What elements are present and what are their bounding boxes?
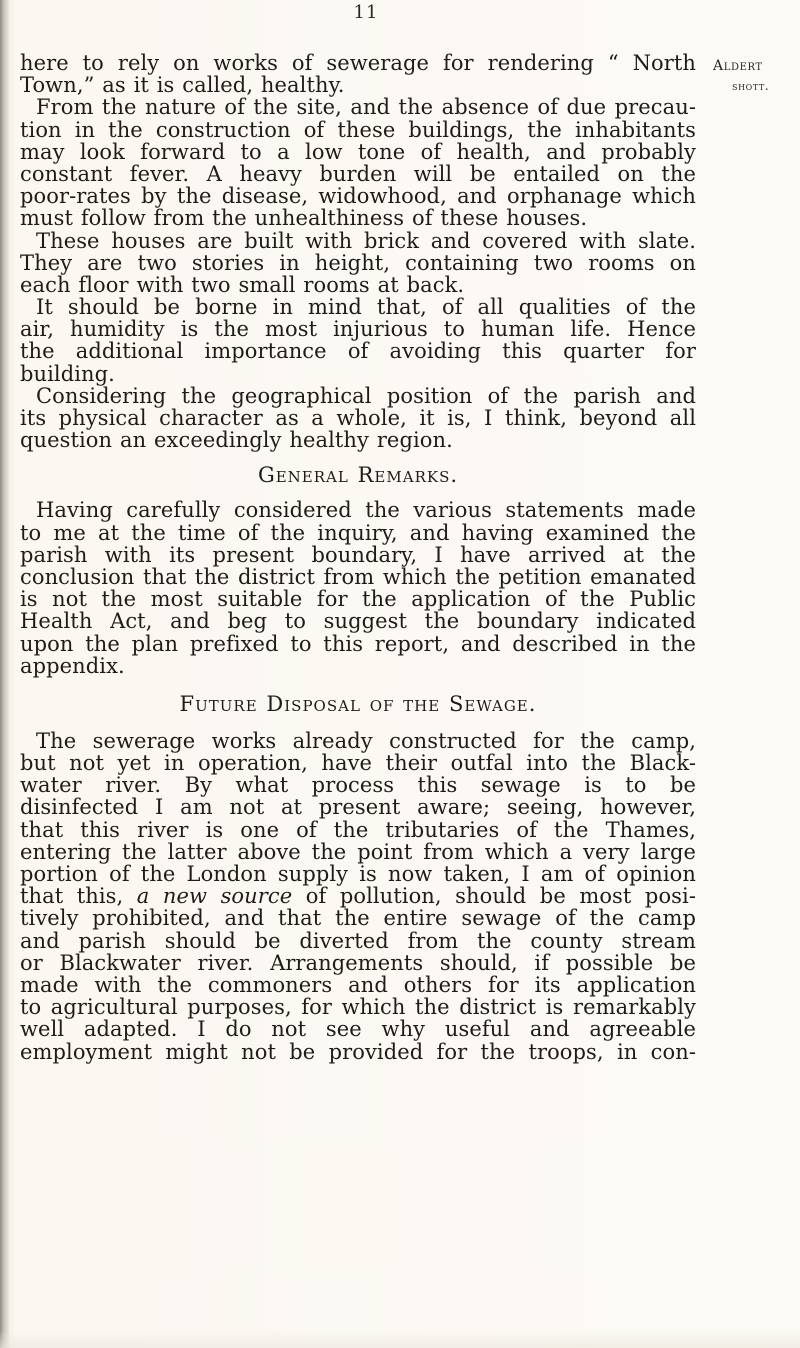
body-line: made with the commoners and others for its application: [20, 972, 696, 997]
body-line: building.: [20, 361, 115, 386]
body-line-segment: of pollution, should be most posi-: [305, 884, 696, 909]
body-line: disinfected I am not at present aware; seeing, however,: [20, 795, 696, 820]
body-line: Health Act, and beg to suggest the boundary indicated: [20, 609, 696, 634]
body-line: entering the latter above the point from which a very large: [20, 839, 696, 864]
page-number: 11: [353, 2, 379, 23]
page-bottom-edge: [0, 1330, 800, 1348]
body-line: its physical character as a whole, it is, I think, beyond all: [20, 406, 696, 430]
body-line: From the nature of the site, and the absence of due precau-: [36, 95, 696, 120]
body-line: It should be borne in mind that, of all qualities of the: [36, 295, 696, 320]
section-heading-general-remarks: General Remarks.: [257, 463, 459, 488]
main-text: [20, 52, 696, 1063]
body-line: is not the most suitable for the application of the Public: [20, 587, 696, 612]
body-line: These houses are built with brick and covered with slate.: [36, 228, 696, 253]
body-line: parish with its present boundary, I have arrived at the: [20, 542, 696, 567]
margin-note-name-continued: shott.: [732, 79, 770, 93]
body-line: water river. By what process this sewage is to be: [20, 773, 696, 798]
body-line: Considering the geographical position of the parish and: [36, 383, 696, 408]
italic-phrase: a new source: [136, 884, 293, 909]
body-line: Having carefully considered the various statements made: [36, 498, 696, 523]
body-line: or Blackwater river. Arrangements should, if possible be: [20, 950, 696, 975]
body-line: the additional importance of avoiding this quarter for: [20, 339, 696, 364]
body-line: appendix.: [20, 653, 125, 678]
body-line: to agricultural purposes, for which the district is remarkably: [20, 995, 696, 1020]
body-line-segment: that this,: [20, 884, 124, 909]
body-line: They are two stories in height, containing two rooms on: [20, 250, 696, 275]
body-line: employment might not be provided for the troops, in con-: [20, 1039, 696, 1064]
body-line: to me at the time of the inquiry, and having examined the: [20, 520, 696, 545]
body-line: must follow from the unhealthiness of these houses.: [20, 206, 588, 231]
section-heading-future-disposal: Future Disposal of the Sewage.: [179, 691, 537, 716]
body-line: here to rely on works of sewerage for rendering “ North: [20, 51, 696, 75]
body-line: [20, 885, 696, 907]
body-line: portion of the London supply is now taken, I am of opinion: [20, 862, 696, 886]
margin-note-name: Aldert: [713, 58, 763, 74]
body-line: air, humidity is the most injurious to human life. Hence: [20, 317, 696, 342]
body-line: each floor with two small rooms at back.: [20, 272, 465, 297]
body-line: may look forward to a low tone of health, and probably: [20, 139, 696, 164]
body-line: question an exceedingly healthy region.: [20, 428, 453, 453]
body-line: poor-rates by the disease, widowhood, and orphanage which: [20, 184, 696, 209]
body-line: and parish should be diverted from the county stream: [20, 928, 696, 953]
body-line: The sewerage works already constructed for the camp,: [36, 728, 696, 753]
body-line: upon the plan prefixed to this report, and described in the: [20, 631, 696, 656]
body-line: tion in the construction of these buildings, the inhabitants: [20, 117, 696, 142]
body-line: Town,” as it is called, healthy.: [20, 73, 345, 98]
body-line: that this river is one of the tributaries of the Thames,: [20, 817, 696, 842]
body-line: well adapted. I do not see why useful and agreeable: [20, 1017, 696, 1042]
margin-note: [713, 56, 795, 96]
body-line: constant fever. A heavy burden will be entailed on the: [20, 161, 696, 186]
page-binding-edge: [0, 0, 9, 1348]
body-line: but not yet in operation, have their outfal into the Black-: [20, 751, 696, 776]
body-line: conclusion that the district from which the petition emanated: [20, 564, 696, 589]
body-line: tively prohibited, and that the entire sewage of the camp: [20, 906, 696, 931]
